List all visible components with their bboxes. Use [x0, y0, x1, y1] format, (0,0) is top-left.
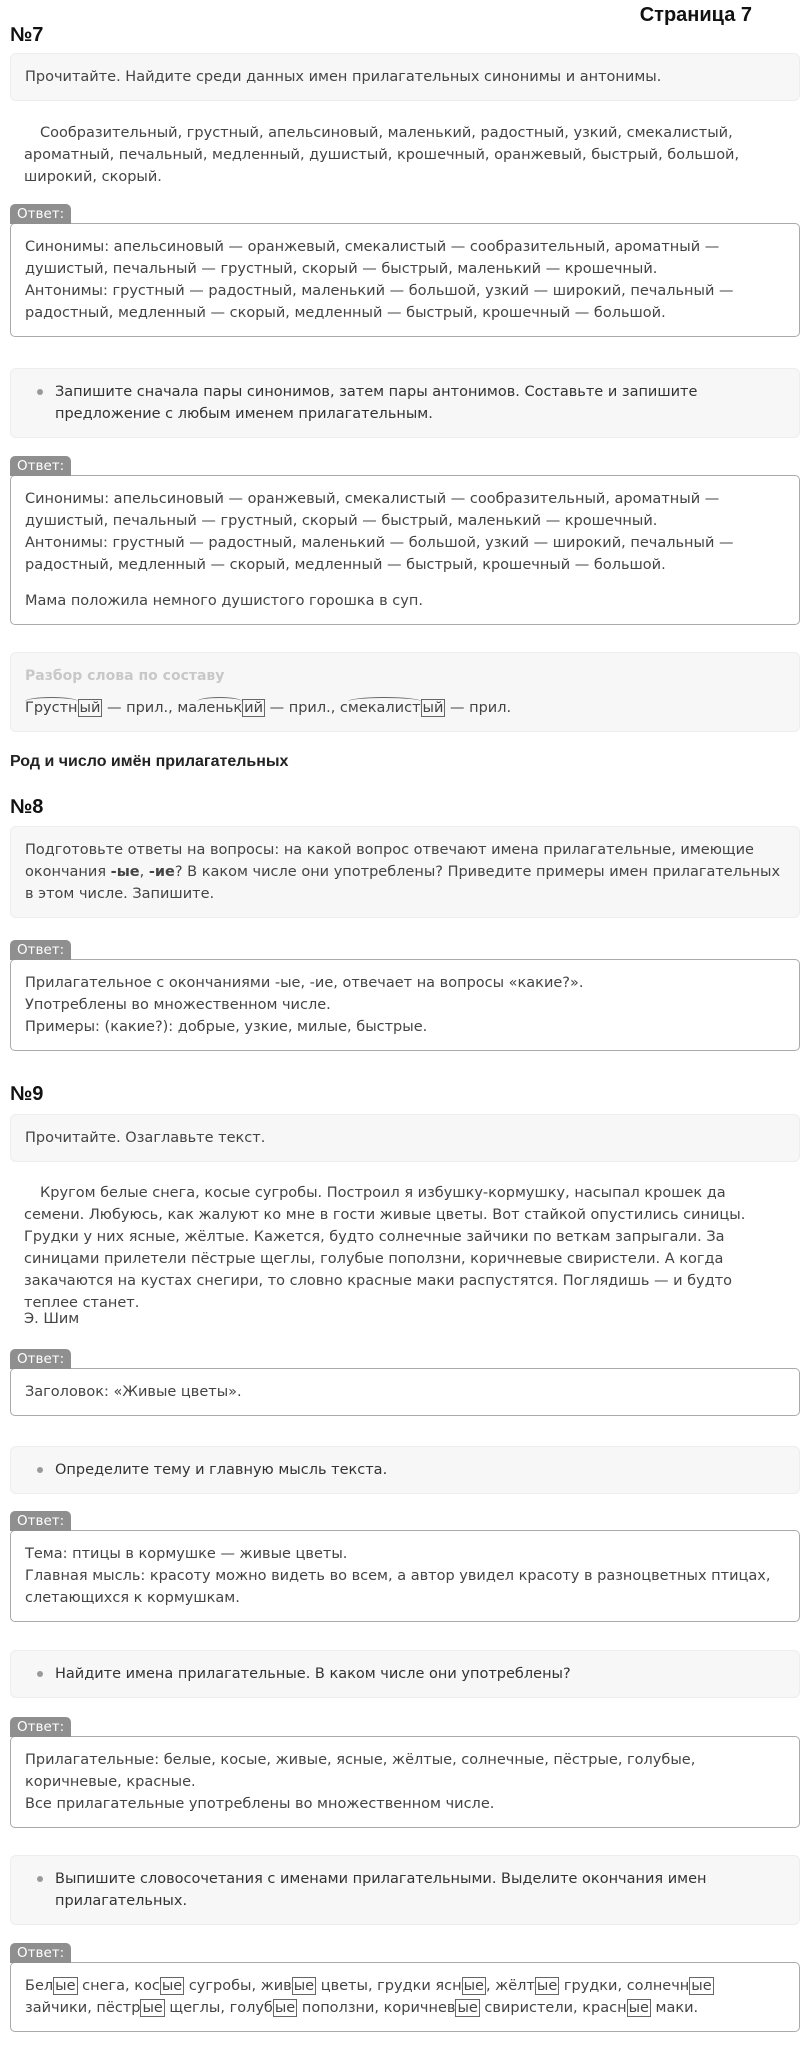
- answer-line: Прилагательное с окончаниями -ые, -ие, отвечает на вопросы «какие?».: [25, 975, 584, 991]
- phrase-rest: ,: [485, 1978, 496, 1994]
- answer-label: Ответ:: [10, 456, 71, 476]
- answer-box: [10, 959, 800, 1051]
- parse-text: — прил.: [445, 700, 512, 716]
- answer-box: [10, 475, 800, 625]
- answer-label: Ответ:: [10, 940, 71, 960]
- phrase-stem: жёлт: [495, 1978, 535, 1994]
- parse-text: с: [339, 700, 348, 716]
- phrase-stem: голуб: [229, 2000, 273, 2016]
- answer-label: Ответ:: [10, 1943, 71, 1963]
- answer-box: [10, 1368, 800, 1416]
- task-9: Прочитайте. Озаглавьте текст.: [10, 1114, 800, 1162]
- task-7: Прочитайте. Найдите среди данных имен прилагательных синонимы и антонимы.: [10, 53, 800, 101]
- answer-block-9-4: [10, 1942, 800, 2032]
- answer-sentence: Мама положила немного душистого горошка в суп.: [25, 593, 423, 609]
- task-text: ,: [139, 864, 149, 880]
- bullet-dot-icon: [37, 389, 43, 395]
- task-text: Подготовьте ответы на вопросы: на какой вопрос отвечают имена прилагательные, имеющие окончания: [25, 842, 754, 880]
- bullet-dot-icon: [37, 1467, 43, 1473]
- exercise-number-8: №8: [10, 796, 44, 818]
- phrase-rest: зайчики,: [25, 2000, 97, 2016]
- bullet-dot-icon: [37, 1671, 43, 1677]
- exercise-number-7: №7: [10, 24, 44, 46]
- phrase-rest: щеглы,: [164, 2000, 230, 2016]
- bullet-task-9-2: [10, 1650, 800, 1698]
- answer-box: [10, 1962, 800, 2032]
- phrase-rest: снега,: [77, 1978, 135, 1994]
- exercise-number-9: №9: [10, 1083, 44, 1105]
- bullet-task-7: [10, 368, 800, 438]
- phrase-stem: пёстр: [96, 2000, 141, 2016]
- phrase-stem: коричнев: [383, 2000, 456, 2016]
- bullet-text: Выпишите словосочетания с именами прилагательными. Выделите окончания имен прилагательных.: [55, 1871, 707, 1909]
- author: Э. Шим: [24, 1311, 80, 1327]
- root-mark: мекалист: [347, 700, 421, 716]
- answer-line: Употреблены во множественном числе.: [25, 997, 331, 1013]
- answer-line: Синонимы: апельсиновый — оранжевый, смекалистый — сообразительный, ароматный — душистый, печальный — грустный, скорый — быстрый, маленький — крошечный.: [25, 239, 720, 277]
- bullet-task-9-1: [10, 1446, 800, 1494]
- ending-mark: ые: [457, 2000, 478, 2016]
- exercise-text-9: Кругом белые снега, косые сугробы. Построил я избушку-кормушку, насыпал крошек да семени. Любуюсь, как жалуют ко мне в гости живые цветы. Вот стайкой опустились синицы. Грудки у них ясные, жёлтые. Кажется, будто солнечные зайчики по веткам запрыгали. За синицами прилетели пёстрые щеглы, голубые поползни, коричневые свиристели. А когда закачаются на кустах снегири, то словно красные маки распустятся. Поглядишь — и будто теплее станет.: [24, 1185, 746, 1311]
- root-mark: Грустн: [25, 700, 78, 716]
- ending-mark: ые: [691, 1978, 712, 1994]
- answer-line: Главная мысль: красоту можно видеть во всем, а автор увидел красоту в разноцветных птицах, слетающихся к кормушкам.: [25, 1568, 771, 1606]
- bullet-text: Определите тему и главную мысль текста.: [55, 1462, 388, 1478]
- parse-text: ма: [177, 700, 198, 716]
- phrase-rest: грудки,: [559, 1978, 627, 1994]
- answer-label: Ответ:: [10, 1511, 71, 1531]
- answer-line: Антонимы: грустный — радостный, маленький — большой, узкий — широкий, печальный — радостный, медленный — скорый, медленный — быстрый, крошечный — большой.: [25, 283, 734, 321]
- ending-mark: ые: [293, 1978, 315, 1994]
- phrase-rest: цветы, грудки: [316, 1978, 436, 1994]
- answer-line: Примеры: (какие?): добрые, узкие, милые, быстрые.: [25, 1019, 428, 1035]
- answer-line: Прилагательные: белые, косые, живые, ясные, жёлтые, солнечные, пёстрые, голубые, коричневые, красные.: [25, 1752, 696, 1790]
- answer-box: [10, 1736, 800, 1828]
- answer-block-7-1: [10, 203, 800, 337]
- task-8: [10, 826, 800, 918]
- answer-label: Ответ:: [10, 1717, 71, 1737]
- root-mark: леньк: [197, 700, 243, 716]
- ending-mark: ые: [463, 1978, 484, 1994]
- answer-block-8: [10, 939, 800, 1051]
- word-parse-box: [10, 652, 800, 732]
- phrase-stem: красн: [582, 2000, 627, 2016]
- ending-mark: ий: [244, 700, 263, 716]
- phrase-rest: свиристели,: [479, 2000, 583, 2016]
- section-title: Род и число имён прилагательных: [10, 753, 289, 770]
- ending-mark: ые: [274, 2000, 296, 2016]
- bullet-task-9-3: [10, 1855, 800, 1925]
- answer-line: Все прилагательные употреблены во множественном числе.: [25, 1796, 495, 1812]
- answer-block-9-1: [10, 1348, 800, 1416]
- bullet-dot-icon: [37, 1876, 43, 1882]
- ending-mark: ые: [536, 1978, 558, 1994]
- answer-line: Синонимы: апельсиновый — оранжевый, смекалистый — сообразительный, ароматный — душистый, печальный — грустный, скорый — быстрый, маленький — крошечный.: [25, 491, 720, 529]
- ending-mark: ые: [142, 2000, 163, 2016]
- answer-line: Заголовок: «Живые цветы».: [25, 1384, 242, 1400]
- task-text: ? В каком числе они употреблены? Приведите примеры имен прилагательных в этом числе. Запишите.: [25, 864, 781, 902]
- phrase-rest: сугробы,: [184, 1978, 261, 1994]
- answer-label: Ответ:: [10, 1349, 71, 1369]
- phrase-stem: Бел: [25, 1978, 54, 1994]
- phrase-stem: солнечн: [626, 1978, 690, 1994]
- answer-line: Антонимы: грустный — радостный, маленький — большой, узкий — широкий, печальный — радостный, медленный — скорый, медленный — быстрый, крошечный — большой.: [25, 535, 734, 573]
- answer-block-9-2: [10, 1510, 800, 1622]
- ending-mark: ые: [161, 1978, 183, 1994]
- answer-label: Ответ:: [10, 204, 71, 224]
- answer-box: [10, 223, 800, 337]
- bullet-text: Найдите имена прилагательные. В каком числе они употреблены?: [55, 1666, 571, 1682]
- parse-title: Разбор слова по составу: [25, 668, 225, 684]
- exercise-text-7: Сообразительный, грустный, апельсиновый, маленький, радостный, узкий, смекалистый, ароматный, печальный, медленный, душистый, крошечный, оранжевый, быстрый, большой, широкий, скорый.: [24, 125, 740, 185]
- phrase-stem: кос: [134, 1978, 160, 1994]
- ending-mark: ый: [79, 700, 101, 716]
- answer-box: [10, 1530, 800, 1622]
- page-number: Страница 7: [639, 4, 752, 26]
- ending-mark: ые: [55, 1978, 76, 1994]
- bullet-text: Запишите сначала пары синонимов, затем пары антонимов. Составьте и запишите предложение с любым именем прилагательным.: [55, 384, 698, 422]
- ending-mark: ый: [422, 700, 444, 716]
- ending-mark: ые: [628, 2000, 649, 2016]
- answer-block-7-2: [10, 455, 800, 625]
- task-ending-bold: -ие: [148, 864, 175, 880]
- parse-text: — прил.,: [102, 700, 178, 716]
- phrase-rest: поползни,: [297, 2000, 384, 2016]
- answer-block-9-3: [10, 1716, 800, 1828]
- parse-text: — прил.,: [265, 700, 340, 716]
- phrase-rest: маки.: [650, 2000, 699, 2016]
- parse-line: [25, 697, 785, 719]
- phrase-stem: ясн: [435, 1978, 462, 1994]
- answer-line: Тема: птицы в кормушке — живые цветы.: [25, 1546, 348, 1562]
- phrase-stem: жив: [260, 1978, 292, 1994]
- task-ending-bold: -ые: [110, 864, 140, 880]
